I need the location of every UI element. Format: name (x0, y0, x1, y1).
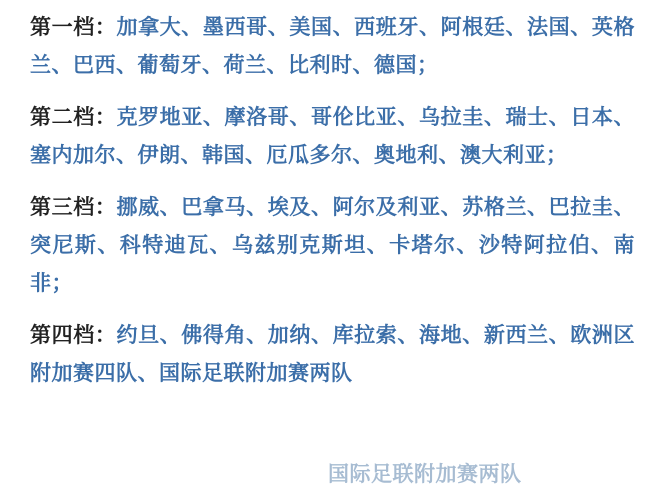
overlay-watermark-text: 国际足联附加赛两队 (328, 462, 522, 486)
pot-label-4: 第四档： (30, 323, 117, 347)
paragraph-pot-4 (30, 316, 635, 392)
pot-teams-4: 约旦、佛得角、加纳、库拉索、海地、新西兰、欧洲区附加赛四队、国际足联附加赛两队 (30, 323, 636, 385)
pot-label-2: 第二档： (30, 105, 117, 129)
pot-teams-3: 挪威、巴拿马、埃及、阿尔及利亚、苏格兰、巴拉圭、突尼斯、科特迪瓦、乌兹别克斯坦、卡塔尔、沙特阿拉伯、南非； (30, 195, 636, 295)
pot-teams-1: 加拿大、墨西哥、美国、西班牙、阿根廷、法国、英格兰、巴西、葡萄牙、荷兰、比利时、德国； (30, 15, 636, 77)
pot-label-3: 第三档： (30, 195, 117, 219)
pot-label-1: 第一档： (30, 15, 117, 39)
paragraph-pot-1 (30, 8, 635, 84)
paragraph-pot-3 (30, 188, 635, 302)
pot-teams-2: 克罗地亚、摩洛哥、哥伦比亚、乌拉圭、瑞士、日本、塞内加尔、伊朗、韩国、厄瓜多尔、奥地利、澳大利亚； (30, 105, 636, 167)
paragraph-pot-2 (30, 98, 635, 174)
